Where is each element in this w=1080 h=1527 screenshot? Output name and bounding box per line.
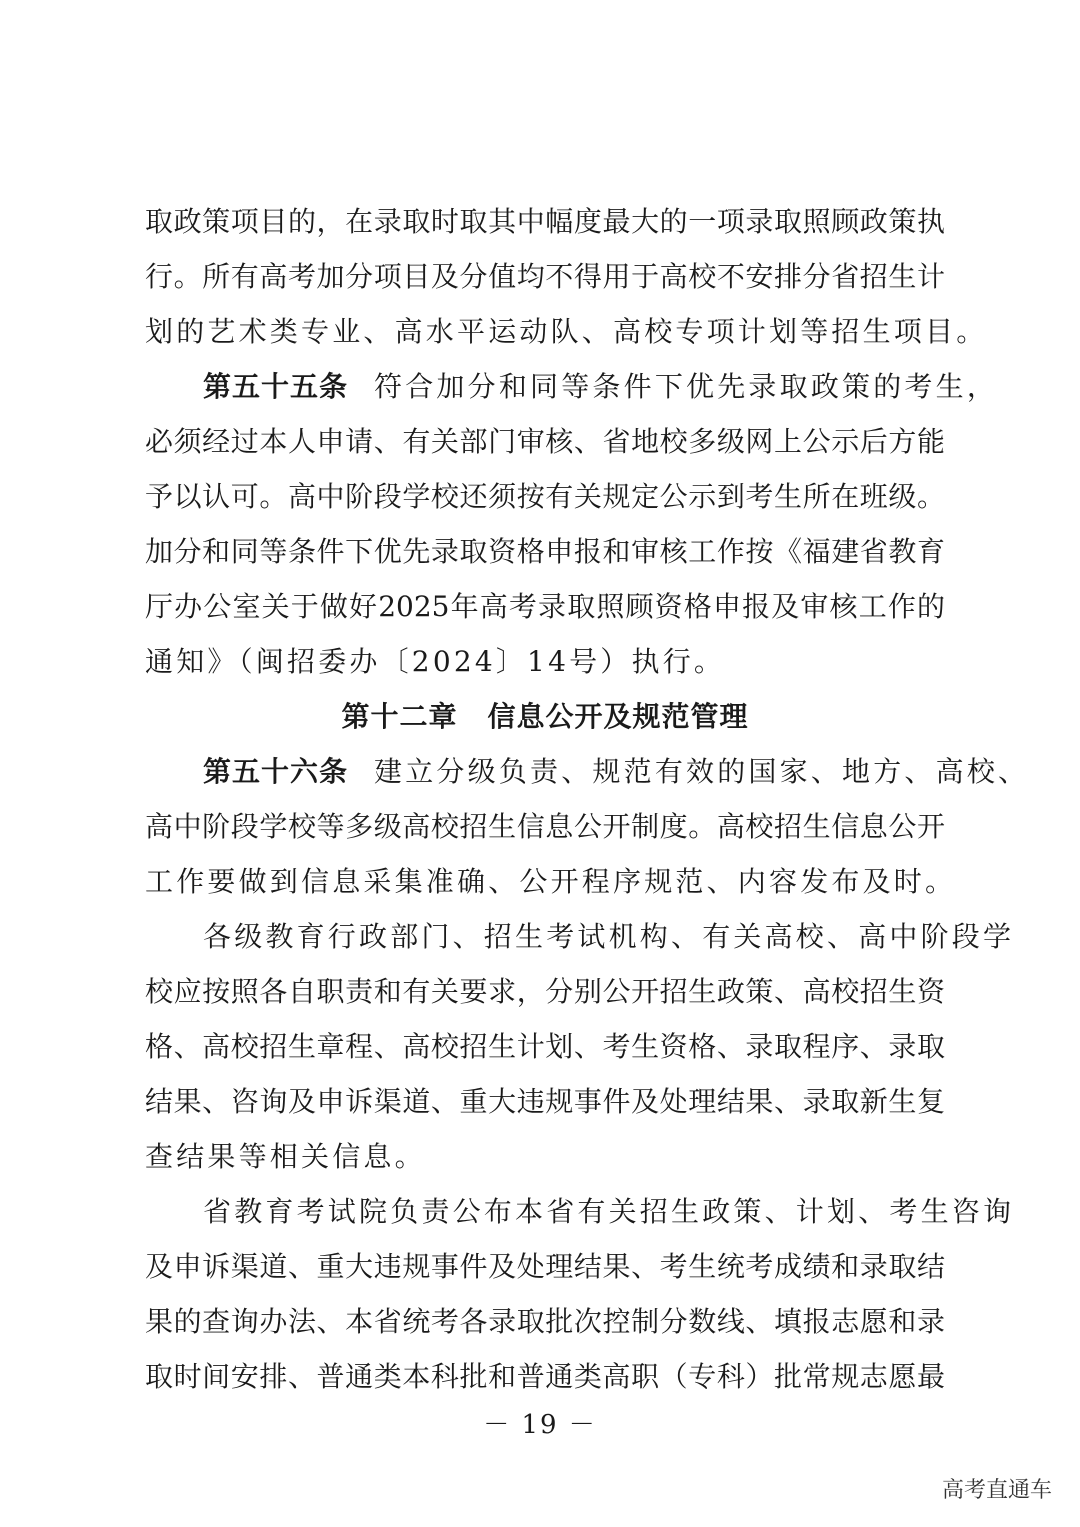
- text-line: 行。所有高考加分项目及分值均不得用于高校不安排分省招生计: [145, 260, 945, 293]
- text-line: 结果、咨询及申诉渠道、重大违规事件及处理结果、录取新生复: [145, 1085, 945, 1118]
- text-line: 必须经过本人申请、有关部门审核、省地校多级网上公示后方能: [145, 425, 945, 458]
- text-line: 果的查询办法、本省统考各录取批次控制分数线、填报志愿和录: [145, 1305, 945, 1338]
- article-55-label: 第五十五条: [203, 370, 349, 403]
- article-56-text: 建立分级负责、规范有效的国家、地方、高校、: [374, 755, 1030, 788]
- watermark: 高考直通车: [941, 1478, 1052, 1503]
- text-line: 取时间安排、普通类本科批和普通类高职（专科）批常规志愿最: [145, 1360, 945, 1393]
- text-line: 查结果等相关信息。: [145, 1140, 426, 1173]
- chapter-heading: [145, 689, 945, 744]
- page-number: － 19 －: [483, 1410, 597, 1440]
- text-line: 格、高校招生章程、高校招生计划、考生资格、录取程序、录取: [145, 1030, 945, 1063]
- text-line: 予以认可。高中阶段学校还须按有关规定公示到考生所在班级。: [145, 480, 945, 513]
- text-line: 及申诉渠道、重大违规事件及处理结果、考生统考成绩和录取结: [145, 1250, 945, 1283]
- article-56-label: 第五十六条: [203, 755, 349, 788]
- text-line: 省教育考试院负责公布本省有关招生政策、计划、考生咨询: [203, 1195, 1015, 1228]
- text-line: 各级教育行政部门、招生考试机构、有关高校、高中阶段学: [203, 920, 1015, 953]
- text-line: 取政策项目的，在录取时取其中幅度最大的一项录取照顾政策执: [145, 205, 945, 238]
- text-line: 工作要做到信息采集准确、公开程序规范、内容发布及时。: [145, 865, 957, 898]
- text-line: 划的艺术类专业、高水平运动队、高校专项计划等招生项目。: [145, 315, 988, 348]
- text-line: 通知》（闽招委办〔2024〕14号）执行。: [145, 645, 726, 678]
- article-55-text: 符合加分和同等条件下优先录取政策的考生，: [374, 370, 999, 403]
- text-line: 厅办公室关于做好2025年高考录取照顾资格申报及审核工作的: [145, 590, 945, 623]
- text-line: 高中阶段学校等多级高校招生信息公开制度。高校招生信息公开: [145, 810, 945, 843]
- article-55-first-line: [145, 359, 999, 414]
- article-56-first-line: [145, 744, 1030, 799]
- chapter-number: 第十二章: [341, 700, 458, 733]
- chapter-title: 信息公开及规范管理: [487, 700, 749, 733]
- text-line: 校应按照各自职责和有关要求，分别公开招生政策、高校招生资: [145, 975, 945, 1008]
- text-line: 加分和同等条件下优先录取资格申报和审核工作按《福建省教育: [145, 535, 945, 568]
- document-body: [145, 194, 1030, 1404]
